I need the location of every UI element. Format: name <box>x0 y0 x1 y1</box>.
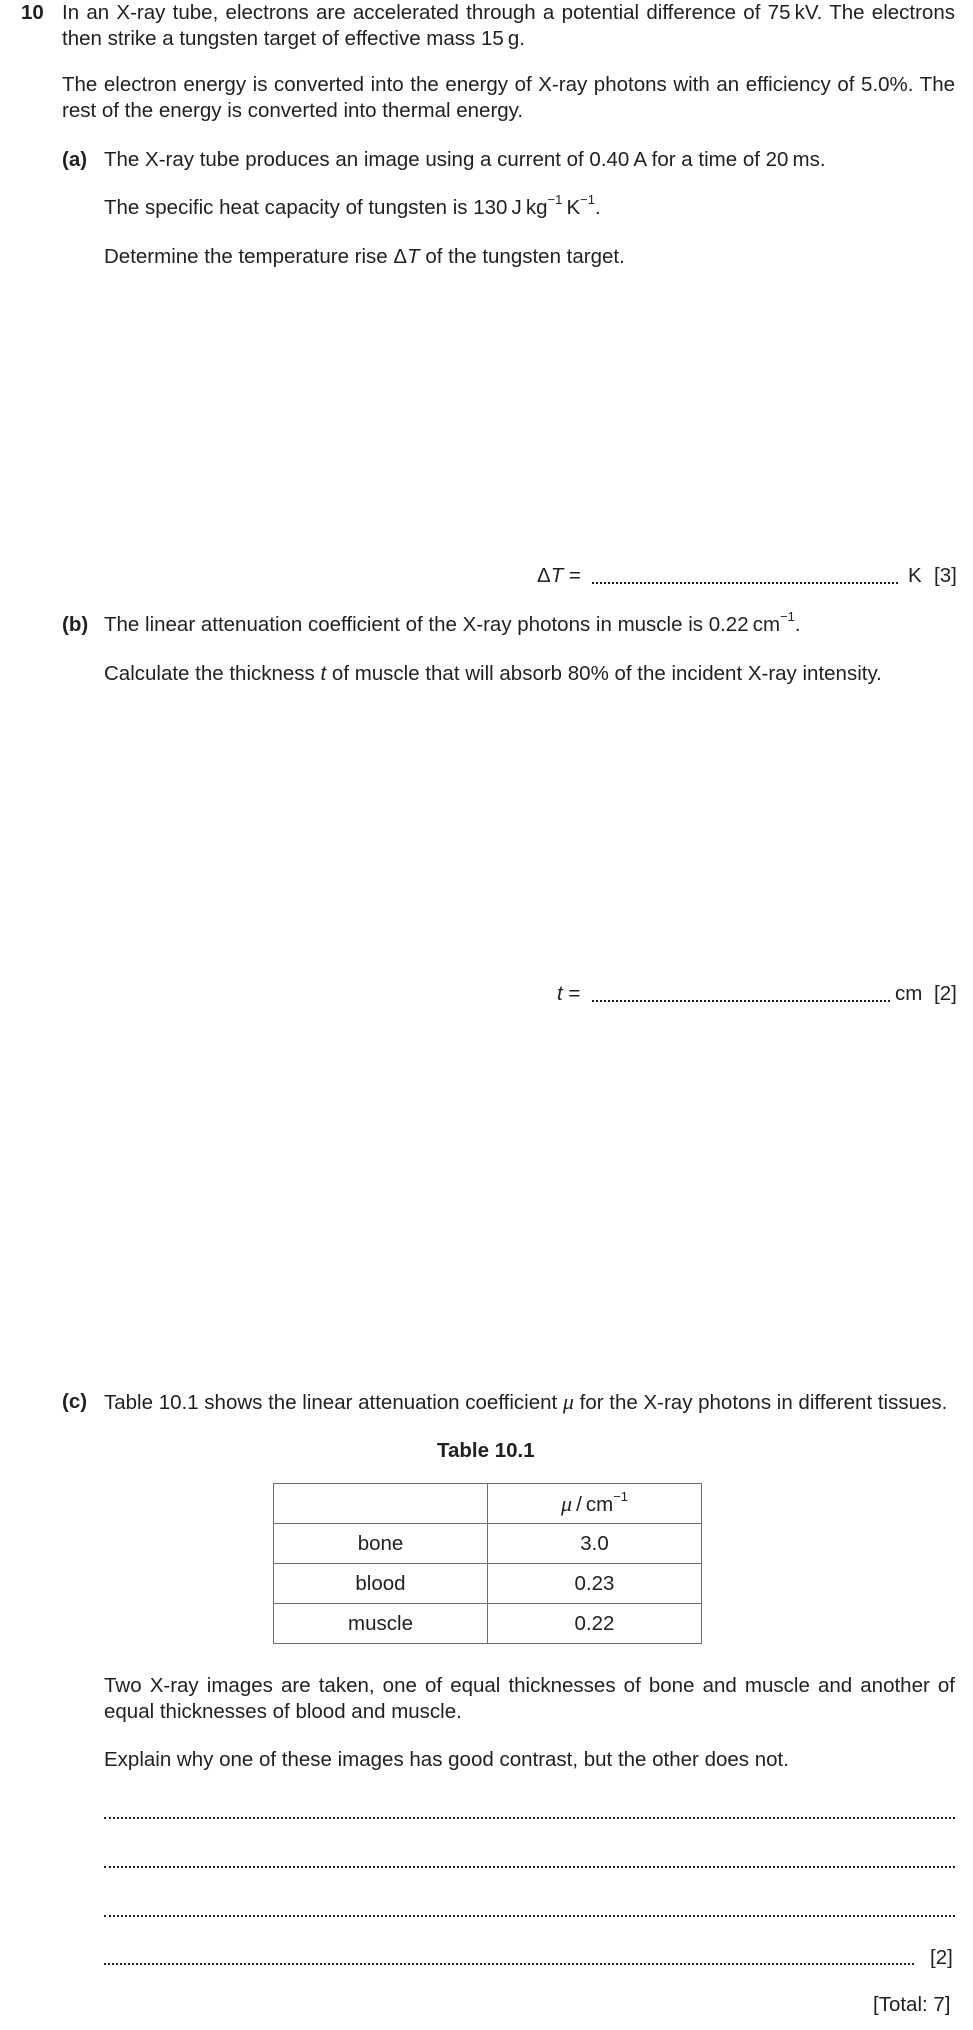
table-header-row <box>274 1484 702 1524</box>
part-b-line-2: Calculate the thickness t of muscle that will absorb 80% of the incident X-ray intensity. <box>104 662 882 685</box>
part-a-line-2: The specific heat capacity of tungsten is 130 J $kg^{-1}$ $K^{-1}$. <box>104 192 601 219</box>
part-a-label: (a) <box>62 148 88 171</box>
table-row <box>274 1564 702 1604</box>
table-header-empty <box>274 1484 488 1524</box>
part-b-answer-label: t = <box>557 982 581 1005</box>
part-a-answer-label: ΔT = <box>537 564 581 587</box>
mu-cell: 3.0 <box>488 1524 702 1564</box>
tissue-cell: muscle <box>274 1604 488 1644</box>
mu-cell: 0.22 <box>488 1604 702 1644</box>
part-c-paragraph-2: Two X-ray images are taken, one of equal thicknesses of bone and muscle and another of equal thicknesses of blood and muscle. <box>104 1674 955 1723</box>
table-row <box>274 1524 702 1564</box>
part-b-label: (b) <box>62 613 89 636</box>
answer-line-2[interactable] <box>104 1866 955 1868</box>
part-c-marks: [2] <box>930 1946 953 1969</box>
part-c-paragraph-3: Explain why one of these images has good contrast, but the other does not. <box>104 1748 789 1771</box>
table-header-mu: μ / $cm^{-1}$ <box>488 1484 702 1524</box>
part-b-line-1: The linear attenuation coefficient of the X-ray photons in muscle is 0.22 $cm^{-1}$. <box>104 609 801 636</box>
part-a-unit: K <box>908 564 922 587</box>
mu-cell: 0.23 <box>488 1564 702 1604</box>
table-title: Table 10.1 <box>437 1439 535 1462</box>
answer-line-4[interactable] <box>104 1963 914 1965</box>
total-marks: [Total: 7] <box>873 1993 951 2016</box>
tissue-cell: bone <box>274 1524 488 1564</box>
intro-paragraph-2: The electron energy is converted into the energy of X-ray photons with an efficiency of 5.0%. The rest of the energy is converted into thermal energy. <box>62 73 955 122</box>
answer-line-3[interactable] <box>104 1915 955 1917</box>
part-c-line-1: Table 10.1 shows the linear attenuation coefficient μ for the X-ray photons in different tissues. <box>104 1389 948 1414</box>
part-b-unit: cm <box>895 982 923 1005</box>
part-b-marks: [2] <box>934 982 957 1005</box>
part-b-answer-line[interactable] <box>592 1000 890 1002</box>
part-c-label: (c) <box>62 1390 88 1413</box>
answer-line-1[interactable] <box>104 1817 955 1819</box>
attenuation-table <box>273 1483 702 1644</box>
tissue-cell: blood <box>274 1564 488 1604</box>
part-a-answer-line[interactable] <box>592 582 898 584</box>
intro-paragraph-1: In an X-ray tube, electrons are accelerated through a potential difference of 75 kV. The electrons then strike a tungsten target of effective mass 15 g. <box>62 1 955 50</box>
part-a-marks: [3] <box>934 564 957 587</box>
part-a-line-1: The X-ray tube produces an image using a current of 0.40 A for a time of 20 ms. <box>104 148 826 171</box>
question-number: 10 <box>21 1 44 24</box>
table-row <box>274 1604 702 1644</box>
part-a-line-3: Determine the temperature rise ΔT of the tungsten target. <box>104 245 625 268</box>
